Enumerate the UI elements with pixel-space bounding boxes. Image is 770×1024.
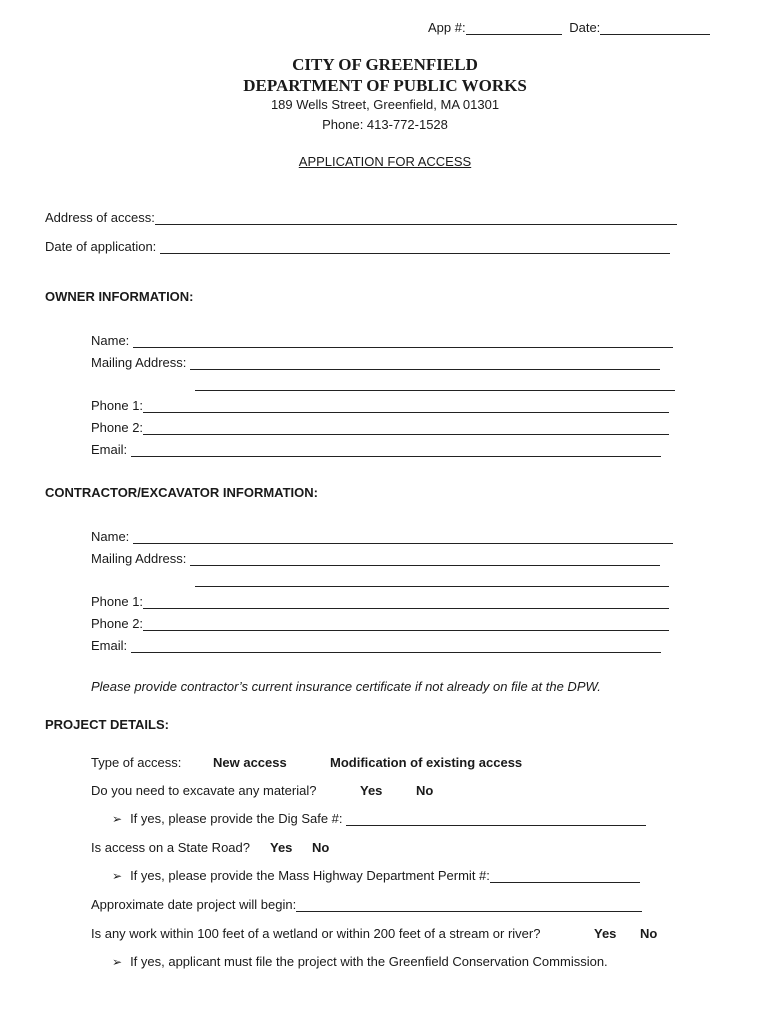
- owner-phone2-label: Phone 2:: [91, 420, 144, 435]
- arrow-bullet-icon: ➢: [112, 812, 123, 826]
- owner-phone1-label: Phone 1:: [91, 398, 144, 413]
- department-address: 189 Wells Street, Greenfield, MA 01301: [270, 97, 500, 112]
- address-of-access-field[interactable]: [155, 210, 677, 225]
- department-name: DEPARTMENT OF PUBLIC WORKS: [243, 76, 527, 95]
- header-app-date: [428, 20, 710, 35]
- contractor-phone1-label: Phone 1:: [91, 594, 144, 609]
- header-date-label: Date:: [569, 20, 601, 35]
- excavate-question: Do you need to excavate any material?: [91, 783, 317, 798]
- owner-email-label: Email:: [91, 442, 128, 457]
- contractor-name-field[interactable]: [133, 529, 673, 544]
- contractor-mailing-field[interactable]: [190, 551, 660, 566]
- contractor-heading: CONTRACTOR/EXCAVATOR INFORMATION:: [45, 485, 318, 500]
- owner-name-field[interactable]: [133, 333, 673, 348]
- date-of-application-field[interactable]: [160, 239, 670, 254]
- contractor-email-row: [91, 638, 661, 653]
- address-of-access-label: Address of access:: [45, 210, 155, 225]
- owner-name-label: Name:: [91, 333, 130, 348]
- contractor-name-row: [91, 529, 673, 544]
- begin-date-field[interactable]: [296, 897, 642, 912]
- wetland-yes-option[interactable]: Yes: [594, 926, 617, 941]
- owner-phone2-row: [91, 420, 669, 435]
- state-road-no-option[interactable]: No: [312, 840, 330, 855]
- contractor-phone2-row: [91, 616, 669, 631]
- owner-email-field[interactable]: [131, 442, 661, 457]
- owner-mailing-field[interactable]: [190, 355, 660, 370]
- wetland-question: Is any work within 100 feet of a wetland or within 200 feet of a stream or river?: [91, 926, 541, 941]
- arrow-bullet-icon: ➢: [112, 955, 123, 969]
- department-phone: Phone: 413-772-1528: [322, 117, 448, 132]
- app-number-field[interactable]: [466, 20, 562, 35]
- owner-mailing-line2: [195, 376, 675, 391]
- contractor-mailing-row: [91, 551, 660, 566]
- address-of-access-row: [45, 210, 677, 225]
- type-modification-option[interactable]: Modification of existing access: [330, 755, 523, 770]
- date-of-application-label: Date of application:: [45, 239, 157, 254]
- digsafe-row: [112, 811, 646, 826]
- contractor-email-label: Email:: [91, 638, 128, 653]
- state-road-question: Is access on a State Road?: [91, 840, 250, 855]
- type-new-access-option[interactable]: New access: [213, 755, 287, 770]
- mass-highway-label: If yes, please provide the Mass Highway Department Permit #:: [130, 868, 490, 883]
- digsafe-label: If yes, please provide the Dig Safe #:: [130, 811, 343, 826]
- insurance-note: Please provide contractor’s current insurance certificate if not already on file at the DPW.: [91, 679, 601, 694]
- project-heading: PROJECT DETAILS:: [45, 717, 169, 732]
- owner-mailing-field-2[interactable]: [195, 376, 675, 391]
- header-date-field[interactable]: [600, 20, 710, 35]
- arrow-bullet-icon: ➢: [112, 869, 123, 883]
- owner-phone1-row: [91, 398, 669, 413]
- type-of-access-label: Type of access:: [91, 755, 182, 770]
- conservation-note: If yes, applicant must file the project with the Greenfield Conservation Commission.: [130, 954, 608, 969]
- excavate-yes-option[interactable]: Yes: [360, 783, 383, 798]
- owner-mailing-row: [91, 355, 660, 370]
- contractor-phone1-field[interactable]: [143, 594, 669, 609]
- city-name: CITY OF GREENFIELD: [292, 55, 478, 74]
- digsafe-field[interactable]: [346, 811, 646, 826]
- form-title: APPLICATION FOR ACCESS: [298, 154, 472, 169]
- excavate-no-option[interactable]: No: [416, 783, 434, 798]
- wetland-no-option[interactable]: No: [640, 926, 658, 941]
- conservation-row: [112, 954, 608, 969]
- contractor-mailing-label: Mailing Address:: [91, 551, 187, 566]
- owner-heading: OWNER INFORMATION:: [45, 289, 194, 304]
- contractor-phone1-row: [91, 594, 669, 609]
- begin-date-row: [91, 897, 642, 912]
- date-of-application-row: [45, 239, 670, 254]
- owner-mailing-label: Mailing Address:: [91, 355, 187, 370]
- owner-phone1-field[interactable]: [143, 398, 669, 413]
- contractor-email-field[interactable]: [131, 638, 661, 653]
- contractor-mailing-line2: [195, 572, 669, 587]
- contractor-phone2-label: Phone 2:: [91, 616, 144, 631]
- contractor-name-label: Name:: [91, 529, 130, 544]
- app-number-label: App #:: [428, 20, 466, 35]
- begin-date-label: Approximate date project will begin:: [91, 897, 297, 912]
- owner-email-row: [91, 442, 661, 457]
- state-road-yes-option[interactable]: Yes: [270, 840, 293, 855]
- mass-highway-field[interactable]: [490, 868, 640, 883]
- mass-highway-row: [112, 868, 640, 883]
- owner-name-row: [91, 333, 673, 348]
- contractor-mailing-field-2[interactable]: [195, 572, 669, 587]
- owner-phone2-field[interactable]: [143, 420, 669, 435]
- contractor-phone2-field[interactable]: [143, 616, 669, 631]
